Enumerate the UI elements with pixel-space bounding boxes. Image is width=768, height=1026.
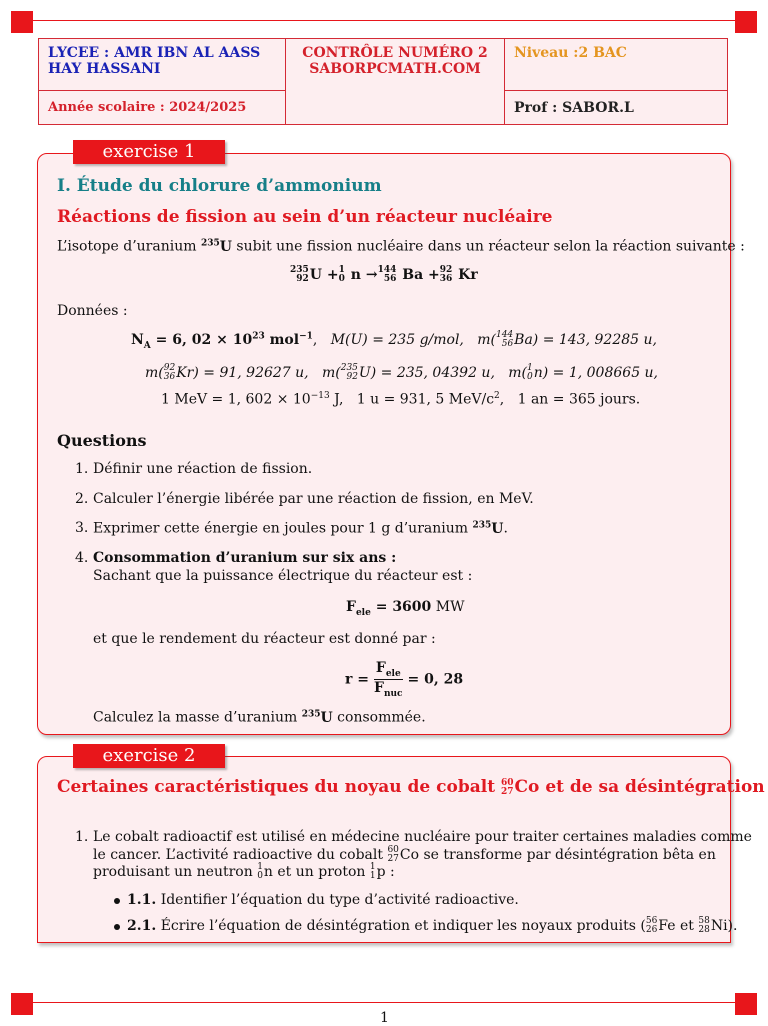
q1-text: Définir une réaction de fission. xyxy=(93,461,313,477)
bullet-1 xyxy=(114,898,120,904)
control-title-cell xyxy=(286,39,505,125)
q2-number: 2. xyxy=(75,491,89,507)
rendement-text: et que le rendement du réacteur est donné par : xyxy=(93,631,436,647)
corner-bottom-right xyxy=(735,993,757,1015)
page-number: 1 xyxy=(380,1010,389,1026)
exercise1-tab: exercise 1 xyxy=(73,140,225,164)
corner-top-right xyxy=(735,11,757,33)
donnees-label: Données : xyxy=(57,303,128,319)
q4-text: Sachant que la puissance électrique du réacteur est : xyxy=(93,568,473,584)
header-table xyxy=(38,38,728,125)
ex2-bullet-2: 2.1. Écrire l’équation de désintégration et indiquer les noyaux produits ( 56 26 Fe et 58 28 Ni). xyxy=(127,916,738,935)
school-year: Année scolaire : 2024/2025 xyxy=(39,91,286,125)
fission-equation: 235 92 U + 1 0 n → 144 56 Ba + 92 36 Kr xyxy=(290,265,478,284)
q1-number: 1. xyxy=(75,461,89,477)
ex2-item1-number: 1. xyxy=(75,829,89,845)
ex2-p1-line2: le cancer. L’activité radioactive du cobalt 60 27 Co se transforme par désintégration bêta en xyxy=(93,845,716,864)
frame-bottom-line xyxy=(11,1002,757,1003)
exercise1-intro: L’isotope d’uranium $^{235}$U subit une fission nucléaire dans un réacteur selon la réaction suivante : xyxy=(57,238,745,255)
data-line-1: $N_A = 6$, $02 \times 10^{23}$ mol$^{-1}$, M(U) = 235 g/mol, m( 144 56 Ba) = 143, 92285 u, xyxy=(131,330,657,351)
exercise1-subtitle: Réactions de fission au sein d’un réacteur nucléaire xyxy=(57,207,553,227)
q4-title: Consommation d’uranium sur six ans : xyxy=(93,550,397,566)
school-name: LYCEE : AMR IBN AL AASS HAY HASSANI xyxy=(39,39,286,91)
exercise1-section-title: I. Étude du chlorure d’ammonium xyxy=(57,176,382,196)
exercise2-title: Certaines caractéristiques du noyau de cobalt 60 27 Co et de sa désintégration xyxy=(57,777,765,797)
ex2-p1-line3: produisant un neutron 1 0 n et un proton 1 1 p : xyxy=(93,862,395,881)
corner-top-left xyxy=(11,11,33,33)
bullet-2 xyxy=(114,924,120,930)
q3-number: 3. xyxy=(75,520,89,536)
ex2-bullet-1: 1.1. Identifier l’équation du type d’activité radioactive. xyxy=(127,892,519,908)
rendement-equation: r = $\frac{F_{ele}}{F_{nuc}}$ = 0, 28 xyxy=(345,660,464,699)
data-line-3: 1 MeV = 1, $602 \times 10^{-13}$ J, 1 u = 931, 5 MeV/$c^2$, 1 an = 365 jours. xyxy=(161,391,641,408)
q3-text: Exprimer cette énergie en joules pour 1 g d’uranium $^{235}$U. xyxy=(93,520,508,537)
site-name: SABORPCMATH.COM xyxy=(309,61,481,77)
frame-top-line xyxy=(11,20,757,21)
power-equation: $F_{ele} = 3600$ MW xyxy=(346,599,465,618)
control-title: CONTRÔLE NUMÉRO 2 xyxy=(302,45,488,61)
final-question: Calculez la masse d’uranium $^{235}$U consommée. xyxy=(93,709,426,726)
q2-text: Calculer l’énergie libérée par une réaction de fission, en MeV. xyxy=(93,491,534,507)
ex2-p1-line1: Le cobalt radioactif est utilisé en médecine nucléaire pour traiter certaines maladies comme xyxy=(93,829,752,845)
questions-title: Questions xyxy=(57,431,147,450)
level: Niveau :2 BAC xyxy=(505,39,728,91)
teacher: Prof : SABOR.L xyxy=(505,91,728,125)
data-line-2: m( 92 36 Kr) = 91, 92627 u, m( 235 92 U) = 235, 04392 u, m( 1 0 n) = 1, 008665 u, xyxy=(145,363,659,382)
q4-number: 4. xyxy=(75,550,89,566)
corner-bottom-left xyxy=(11,993,33,1015)
exercise2-tab: exercise 2 xyxy=(73,744,225,768)
